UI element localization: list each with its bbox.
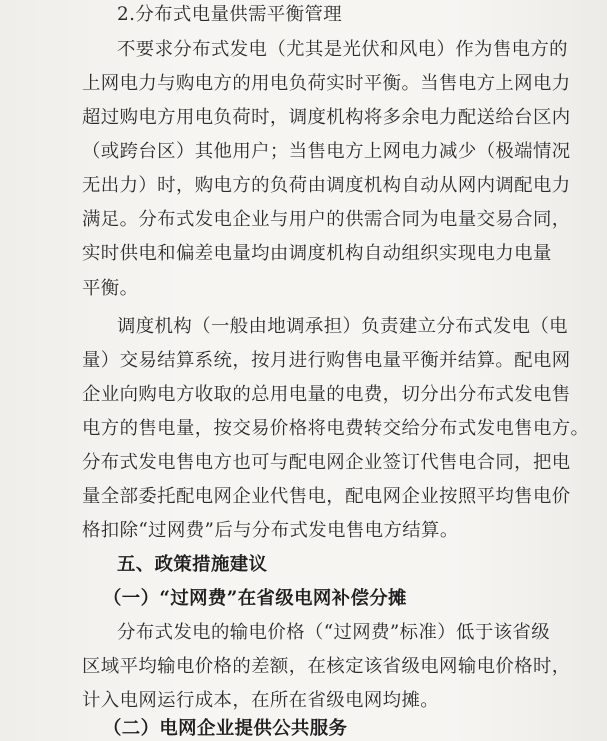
subheading-2: （二）电网企业提供公共服务 <box>103 718 348 739</box>
paragraph-1-line-5: 无出力）时，购电方的负荷由调度机构自动从网内调配电力 <box>82 175 571 196</box>
paragraph-1-line-3: 超过购电方用电负荷时，调度机构将多余电力配送给台区内 <box>82 107 571 128</box>
paragraph-2-line-6: 量全部委托配电网企业代售电，配电网企业按照平均售电价 <box>82 486 571 507</box>
paragraph-2-line-4: 电方的售电量，按交易价格将电费转交给分布式发电售电方。 <box>82 418 590 439</box>
paragraph-1-line-7: 实时供电和偏差电量均由调度机构自动组织实现电力电量 <box>82 243 552 264</box>
subheading-1: （一）“过网费”在省级电网补偿分摊 <box>103 588 407 609</box>
paragraph-2-line-5: 分布式发电售电方也可与配电网企业签订代售电合同，把电 <box>82 452 571 473</box>
paragraph-2-line-1: 调度机构（一般由地调承担）负责建立分布式发电（电 <box>117 316 568 337</box>
paragraph-1-line-2: 上网电力与购电方的用电负荷实时平衡。当售电方上网电力 <box>82 73 571 94</box>
paragraph-3-line-3: 计入电网运行成本，在所在省级电网均摊。 <box>82 690 440 711</box>
paragraph-1-line-6: 满足。分布式发电企业与用户的供需合同为电量交易合同， <box>82 209 571 230</box>
paragraph-2-line-2: 量）交易结算系统，按月进行购售电量平衡并结算。配电网 <box>82 350 571 371</box>
paragraph-1-line-1: 不要求分布式发电（尤其是光伏和风电）作为售电方的 <box>117 39 568 60</box>
paragraph-1-line-8: 平衡。 <box>82 278 139 299</box>
chapter-heading: 五、政策措施建议 <box>117 554 268 575</box>
paragraph-3-line-2: 区域平均输电价格的差额，在核定该省级电网输电价格时， <box>82 656 571 677</box>
paragraph-2-line-7: 格扣除“过网费”后与分布式发电售电方结算。 <box>82 520 459 541</box>
paragraph-2-line-3: 企业向购电方收取的总用电量的电费，切分出分布式发电售 <box>82 384 571 405</box>
paragraph-1-line-4: （或跨台区）其他用户；当售电方上网电力减少（极端情况 <box>82 141 571 162</box>
paragraph-3-line-1: 分布式发电的输电价格（“过网费”标准）低于该省级 <box>117 622 550 643</box>
section-heading: 2.分布式电量供需平衡管理 <box>117 4 343 25</box>
